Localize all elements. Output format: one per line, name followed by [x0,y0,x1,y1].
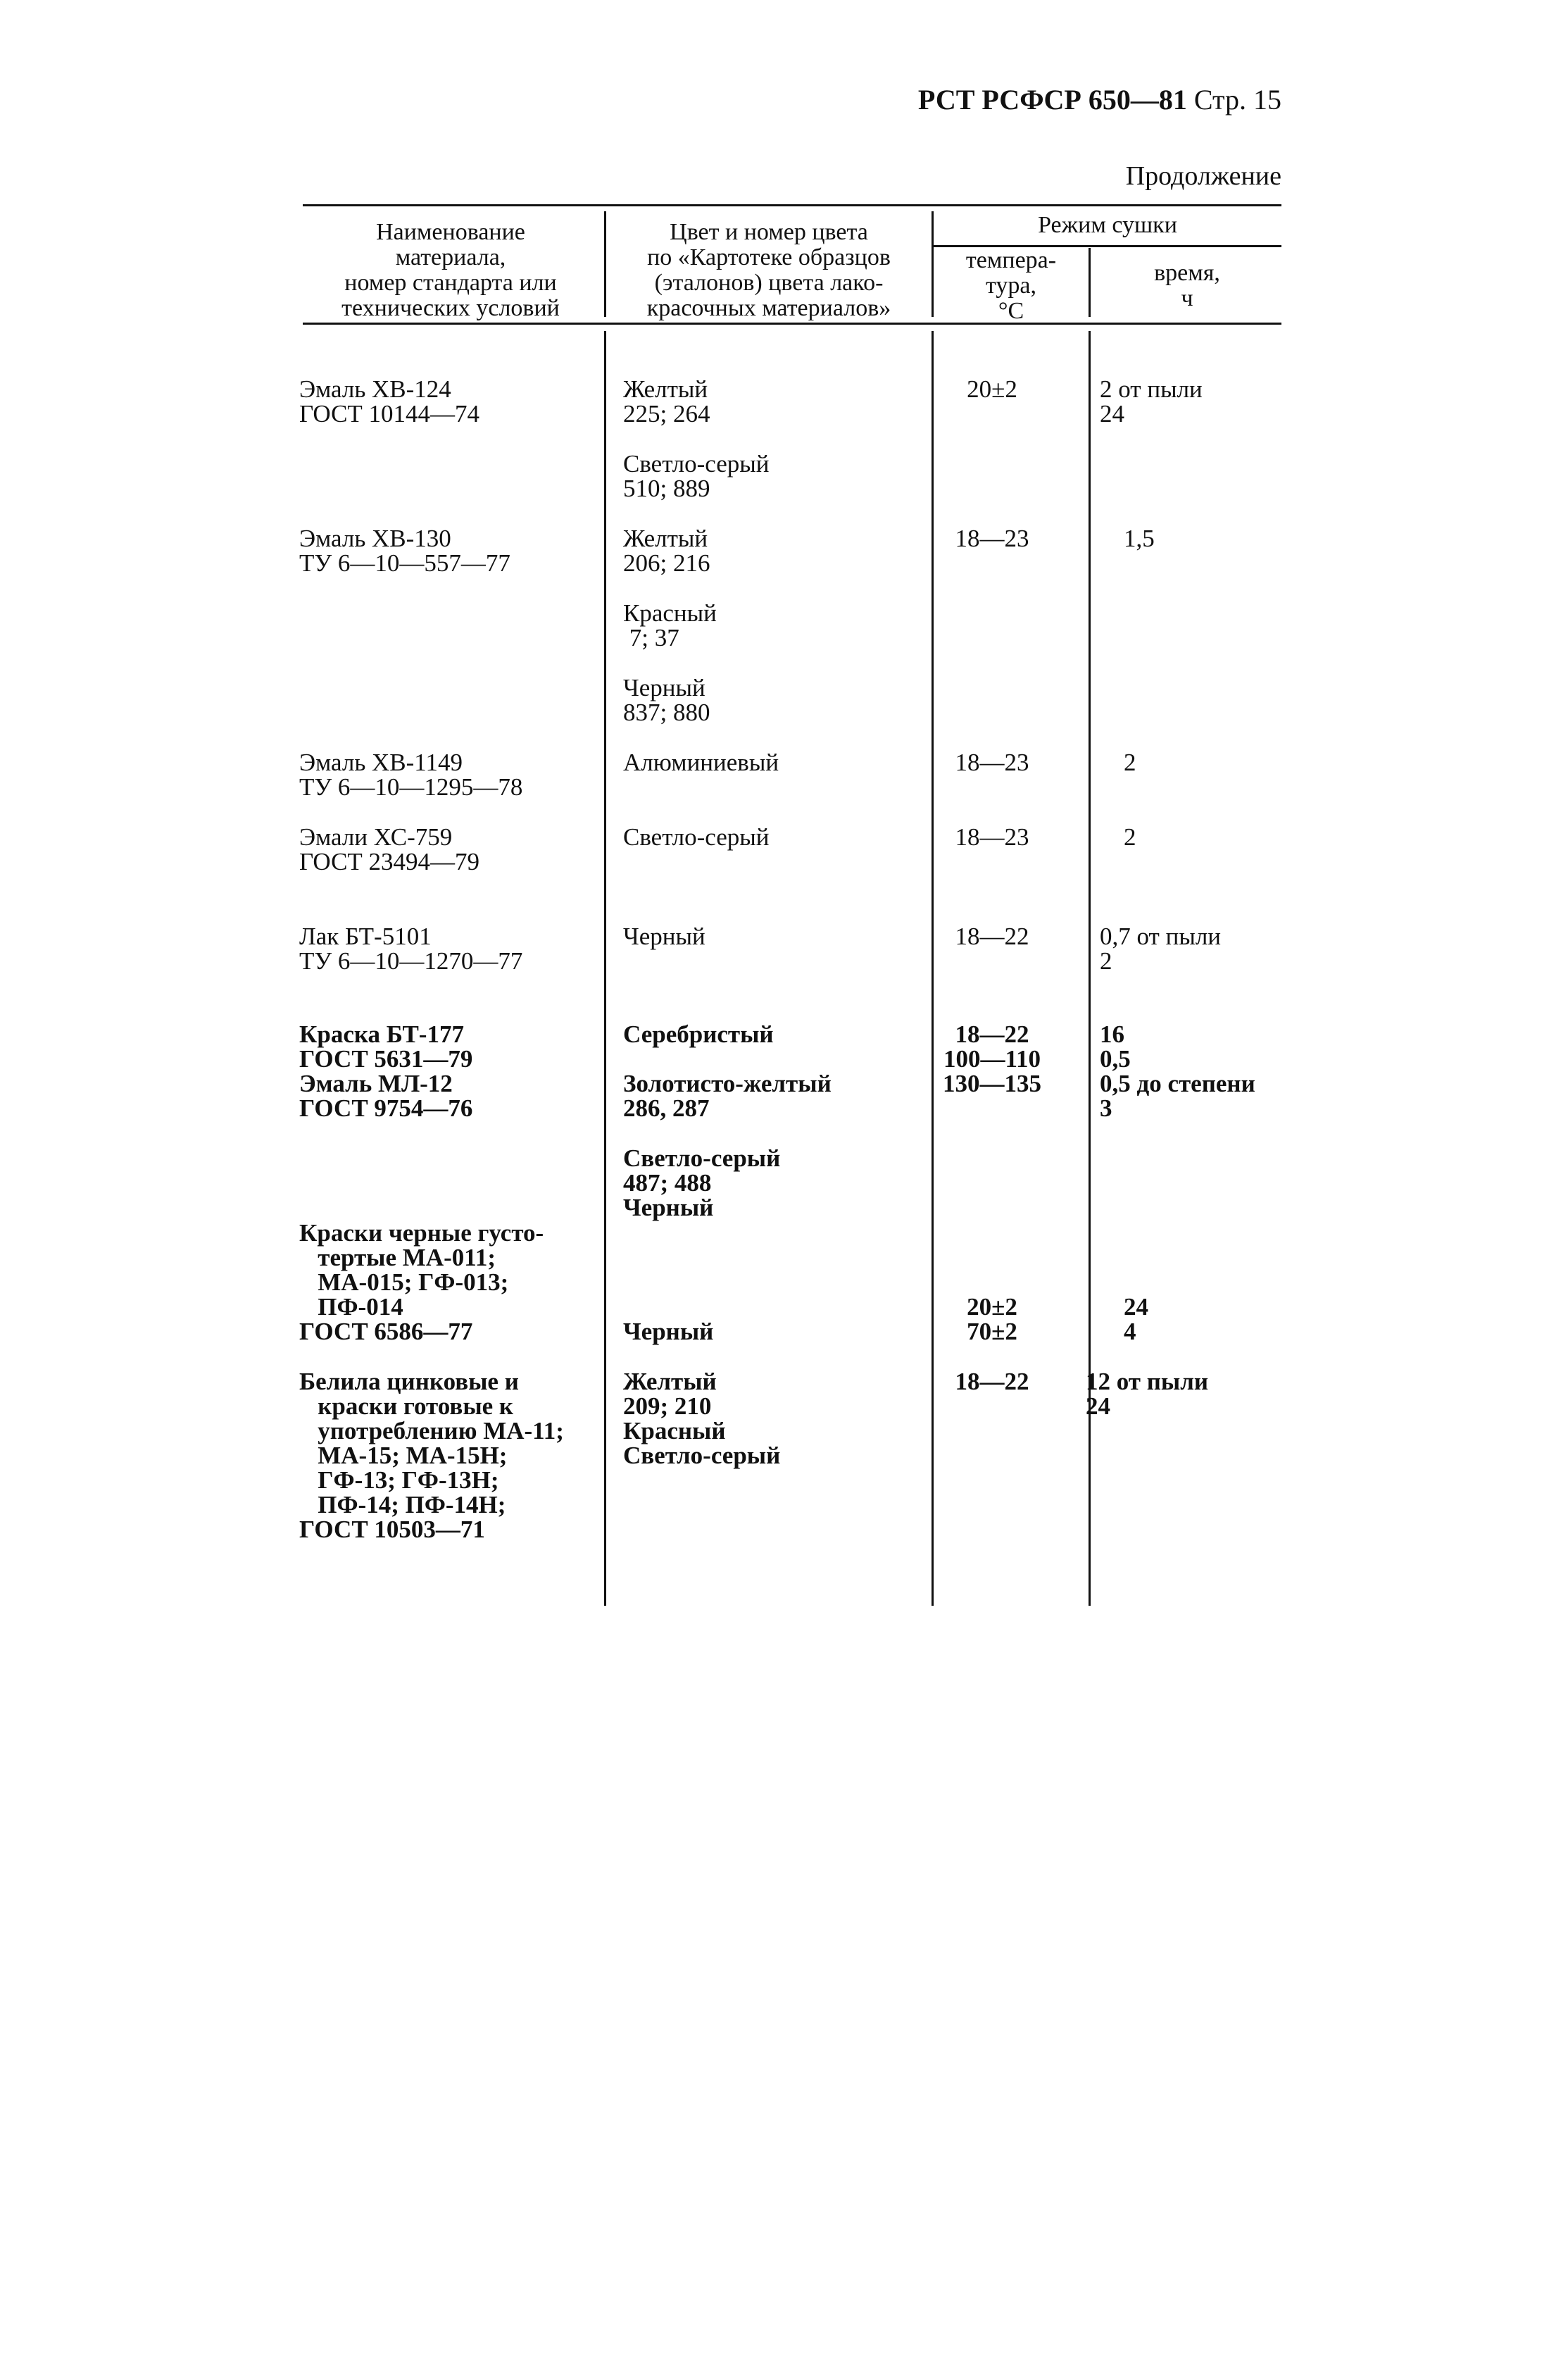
page-number: Стр. 15 [1193,84,1281,116]
cell-temp-row-2: 18—23 [955,525,1029,552]
cell-temp-row-10: 20±2 70±2 [967,1293,1017,1345]
cell-temp-row-8: 18—22 100—110 130—135 [943,1021,1041,1097]
column-header-name: Наименование материала, номер стандарта или технических условий [341,219,560,321]
cell-temp-row-7: 18—22 [955,923,1029,950]
cell-time-row-8: 16 0,5 0,5 до степени 3 [1100,1021,1255,1122]
cell-name-row-2: Эмаль ХВ-130 ТУ 6—10—557—77 [299,525,510,577]
cell-time-row-10: 24 4 [1124,1293,1148,1345]
column-divider-3 [1089,248,1091,317]
cell-color-row-5: Алюминиевый [623,749,779,776]
cell-temp-row-5: 18—23 [955,749,1029,776]
cell-time-row-11: 12 от пыли 24 [1086,1368,1209,1420]
column-header-temperature: темпера- тура, °C [965,247,1057,324]
cell-name-row-11: Белила цинковые и краски готовые к употреблению МА-11; МА-15; МА-15Н; ГФ-13; ГФ-13Н; ПФ-14; ПФ-14Н; ГОСТ 10503—71 [299,1368,564,1543]
column-divider-2-body [932,331,934,1606]
continuation-label: Продолжение [1125,161,1281,191]
cell-name-row-5: Эмаль ХВ-1149 ТУ 6—10—1295—78 [299,749,523,801]
cell-color-row-0: Желтый 225; 264 [623,375,710,427]
table-top-rule [303,204,1281,206]
column-header-color: Цвет и номер цвета по «Картотеке образцов (эталонов) цвета лако- красочных материалов» [646,219,891,321]
cell-temp-row-11: 18—22 [955,1368,1029,1395]
cell-color-row-9: Светло-серый 487; 488 Черный [623,1144,781,1221]
cell-name-row-0: Эмаль ХВ-124 ГОСТ 10144—74 [299,375,480,427]
cell-name-row-8: Краска БТ-177 ГОСТ 5631—79 Эмаль МЛ-12 ГОСТ 9754—76 [299,1021,473,1122]
cell-color-row-8: Серебристый Золотисто-желтый 286, 287 [623,1021,832,1122]
column-divider-1 [604,211,606,317]
standard-number: РСТ РСФСР 650—81 [917,84,1187,116]
cell-color-row-3: Красный 7; 37 [623,599,717,651]
cell-time-row-0: 2 от пыли 24 [1100,375,1203,427]
header-bottom-rule [303,323,1281,325]
column-divider-1-body [604,331,606,1606]
cell-color-row-6: Светло-серый [623,823,770,851]
cell-name-row-10: Краски черные густо- тертые МА-011; МА-015; ГФ-013; ПФ-014 ГОСТ 6586—77 [299,1219,544,1345]
cell-color-row-11: Желтый 209; 210 Красный Светло-серый [623,1368,781,1469]
page-header [845,83,1281,116]
cell-time-row-7: 0,7 от пыли 2 [1100,923,1222,975]
cell-color-row-7: Черный [623,923,705,950]
cell-name-row-6: Эмали ХС-759 ГОСТ 23494—79 [299,823,480,875]
cell-color-row-10: Черный [623,1318,714,1345]
cell-color-row-1: Светло-серый 510; 889 [623,450,770,502]
column-header-time: время, ч [1154,260,1220,311]
cell-temp-row-6: 18—23 [955,823,1029,851]
cell-temp-row-0: 20±2 [967,375,1017,403]
cell-time-row-2: 1,5 [1124,525,1155,552]
cell-time-row-6: 2 [1124,823,1136,851]
cell-color-row-4: Черный 837; 880 [623,674,710,726]
cell-time-row-5: 2 [1124,749,1136,776]
column-header-drying: Режим сушки [1038,212,1177,238]
cell-name-row-7: Лак БТ-5101 ТУ 6—10—1270—77 [299,923,523,975]
cell-color-row-2: Желтый 206; 216 [623,525,710,577]
